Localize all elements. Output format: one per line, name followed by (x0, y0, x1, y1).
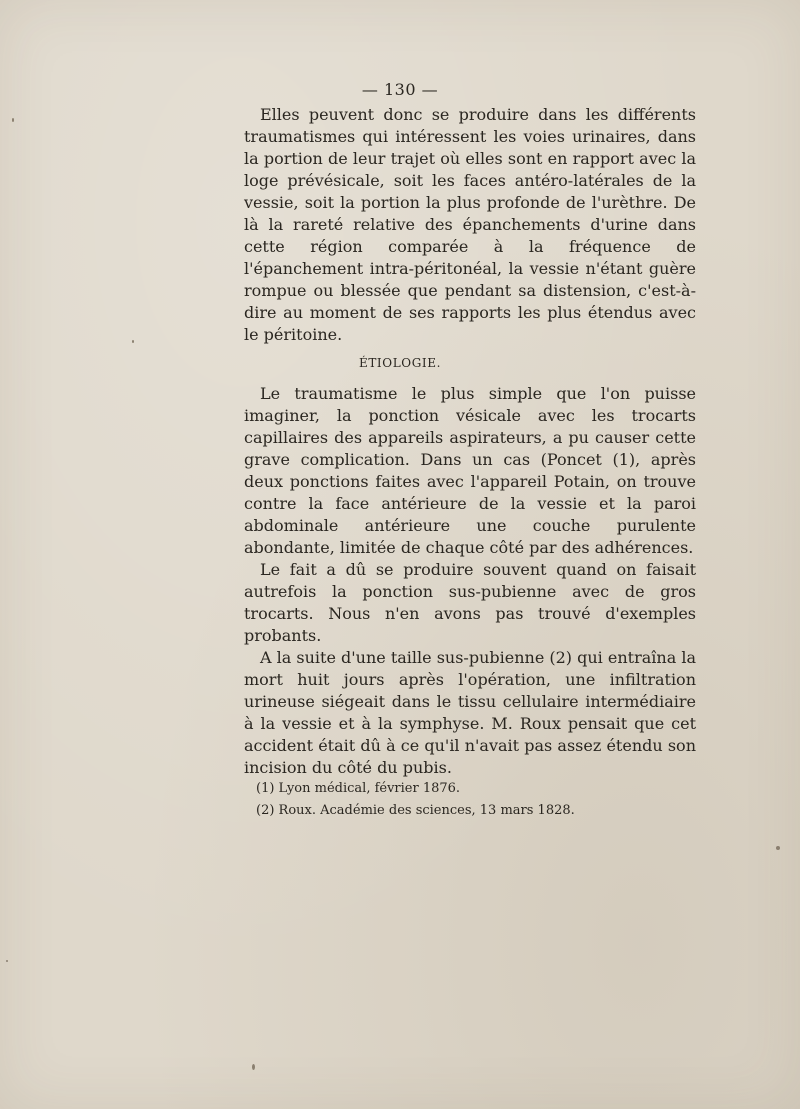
paper-speck (252, 1064, 255, 1070)
intro-text (244, 104, 696, 346)
section-heading: ÉTIOLOGIE. (358, 356, 442, 370)
footnote: (2) Roux. Académie des sciences, 13 mars 1828. (256, 803, 575, 818)
page-number: — 130 — (361, 80, 439, 99)
footnotes (256, 778, 676, 822)
etiology-text (244, 383, 696, 779)
footnote: (1) Lyon médical, février 1876. (256, 781, 461, 796)
paragraph: Elles peuvent donc se produire dans les différents traumatismes qui intéressent les voies urinaires, dans la portion de leur trajet où elles sont en rapport avec la loge prévésicale, soit les faces antéro-latérales de la vessie, soit la portion la plus profonde de l'urèthre. De là la rareté relative des épanchements d'urine dans cette région comparée à la fréquence de l'épanchement intra-péritonéal, la vessie n'étant guère rompue ou blessée que pendant sa distension, c'est-à-dire au moment de ses rapports les plus étendus avec le péritoine. (244, 105, 696, 344)
paper-speck (776, 846, 780, 850)
paper-speck (132, 340, 134, 343)
paragraph: Le traumatisme le plus simple que l'on puisse imaginer, la ponction vésicale avec les trocarts capillaires des appareils aspirateurs, a pu causer cette grave complication. Dans un cas (Poncet (1), après deux ponctions faites avec l'appareil Potain, on trouve contre la face antérieure de la vessie et la paroi abdominale antérieure une couche purulente abondante, limitée de chaque côté par des adhérences. (244, 384, 696, 557)
paper-speck (6, 960, 8, 962)
paper-speck (12, 118, 14, 122)
paragraph: Le fait a dû se produire souvent quand on faisait autrefois la ponction sus-pubienne avec de gros trocarts. Nous n'en avons pas trouvé d'exemples probants. (244, 560, 696, 645)
paragraph: A la suite d'une taille sus-pubienne (2) qui entraîna la mort huit jours après l'opération, une infiltration urineuse siégeait dans le tissu cellulaire intermédiaire à la vessie et à la symphyse. M. Roux pensait que cet accident était dû à ce qu'il n'avait pas assez étendu son incision du côté du pubis. (244, 648, 696, 777)
